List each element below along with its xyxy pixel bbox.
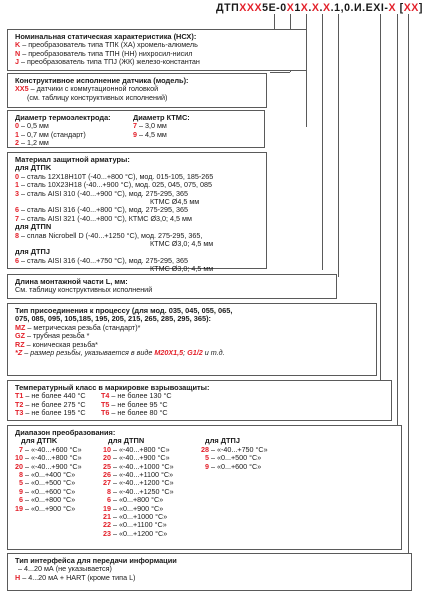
material-item: 6 – сталь AISI 316 (-40...+750 °С), мод. 275-295, 365	[15, 255, 189, 265]
interface-item: H – 4...20 мА + HART (кроме типа L)	[15, 572, 136, 582]
nsh-item: N – преобразователь типа ТПН (НН) нихросил-нисил	[15, 48, 193, 58]
temp-class-item: T6 – не более 80 °С	[101, 408, 168, 418]
interface-section	[7, 553, 412, 591]
electrode-diameter-title: Диаметр термоэлектрода:	[15, 113, 111, 122]
diameter-section	[7, 110, 265, 148]
model-code-part: 5Е-0	[262, 2, 287, 14]
nsh-item: J – преобразователь типа ТПЈ (ЖК) железо-константан	[15, 57, 200, 67]
material-section	[7, 152, 267, 274]
design-note: (см. таблицу конструктивных исполнений)	[27, 92, 168, 102]
material-item: 6 – сталь AISI 316 (-40...+800 °С), мод. 275-295, 365	[15, 205, 189, 215]
material-title: Материал защитной арматуры:	[15, 155, 130, 164]
material-subtitle: для ДТПK	[15, 163, 52, 173]
design-title: Конструктивное исполнение датчика (модель):	[15, 76, 189, 85]
nsh-section	[7, 29, 307, 71]
electrode-diameter-item: 0 – 0,5 мм	[15, 121, 49, 131]
material-item: КТМС Ø3,0; 4,5 мм	[150, 264, 214, 274]
material-item: 1 – сталь 10Х23Н18 (-40...+900 °С), мод. 025, 045, 075, 085	[15, 180, 213, 190]
model-code-part: .	[308, 2, 312, 14]
interface-item: – 4...20 мА (не указывается)	[18, 564, 112, 574]
range-column-ktpj	[201, 446, 268, 471]
model-code-part: X	[388, 2, 397, 14]
electrode-diameter-item: 1 – 0,7 мм (стандарт)	[15, 129, 86, 139]
temp-class-item: T5 – не более 95 °С	[101, 399, 168, 409]
connector-line	[270, 72, 290, 73]
model-code-part: [	[396, 2, 404, 14]
range-section	[7, 425, 402, 550]
connection-section	[7, 303, 377, 376]
connector-line	[338, 14, 339, 277]
material-item: 8 – сплав Nicrobell D (-40...+1250 °С), мод. 275-295, 365,	[15, 230, 203, 240]
design-section	[7, 73, 267, 108]
range-item: 6 – «0...+800 °С»	[19, 495, 76, 505]
range-item: 10 – «-40...+800 °С»	[15, 453, 82, 463]
range-item: 20 – «-40...+900 °С»	[15, 461, 82, 471]
material-subtitle: для ДТПN	[15, 222, 52, 232]
connection-title: Тип присоединения к процессу (для мод. 035, 045, 055, 065,	[15, 306, 233, 315]
range-item: 26 – «-40...+1100 °С»	[103, 469, 174, 479]
model-code-part: X	[300, 2, 309, 14]
model-code-part: XX	[403, 2, 419, 14]
connection-item: MZ – метрическая резьба (стандарт)*	[15, 322, 141, 332]
range-item: 27 – «-40...+1200 °С»	[103, 478, 174, 488]
range-item: 8 – «-40...+1250 °С»	[107, 486, 174, 496]
range-column-ktpn	[103, 446, 174, 538]
range-item: 19 – «0...+900 °С»	[103, 503, 164, 513]
connector-line	[322, 14, 323, 270]
model-code-part: ДТП	[215, 2, 240, 14]
model-code-part: X	[286, 2, 295, 14]
ktms-diameter-item: 7 – 3,0 мм	[133, 121, 167, 131]
range-item: 5 – «0...+500 °С»	[205, 453, 262, 463]
model-code-part: X	[323, 2, 331, 14]
design-item: XX5 – датчики с коммутационной головкой	[15, 84, 159, 94]
range-item: 23 – «0...+1200 °С»	[103, 528, 168, 538]
ktms-diameter-title: Диаметр КТМС:	[133, 113, 190, 122]
connector-line	[380, 14, 381, 384]
model-code-part: 1	[294, 2, 301, 14]
connector-line	[408, 14, 409, 554]
length-title: Длина монтажной части L, мм:	[15, 277, 128, 286]
length-section	[7, 274, 337, 299]
range-header: для ДТПN	[108, 436, 145, 446]
range-item: 9 – «0...+600 °С»	[205, 461, 262, 471]
temp-class-section	[7, 380, 392, 421]
range-item: 6 – «0...+800 °С»	[107, 495, 164, 505]
model-code-part: .1,0.И.EXI-	[330, 2, 389, 14]
range-header: для ДТПJ	[205, 436, 240, 446]
model-code	[0, 2, 423, 14]
ktms-diameter-item: 9 – 4,5 мм	[133, 129, 167, 139]
range-item: 22 – «0...+1100 °С»	[103, 520, 167, 530]
range-item: 20 – «-40...+900 °С»	[103, 453, 170, 463]
range-item: 28 – «-40...+750 °С»	[201, 444, 268, 454]
model-code-part: .	[319, 2, 324, 14]
nsh-item: K – преобразователь типа ТПК (ХА) хромель-алюмель	[15, 40, 198, 50]
material-item: 0 – сталь 12Х18Н10Т (-40...+800 °С), мод. 015-105, 185-265	[15, 171, 214, 181]
range-item: 5 – «0...+500 °С»	[19, 478, 76, 488]
connection-item: GZ – трубная резьба *	[15, 331, 90, 341]
material-item: 7 – сталь AISI 321 (-40...+800 °С), КТМС Ø3,0; 4,5 мм	[15, 213, 192, 223]
range-header: для ДТПK	[21, 436, 58, 446]
connection-note: *Z – размер резьбы, указывается в виде M20X1,5; G1/2 и т.д.	[15, 348, 225, 358]
connection-item: RZ – коническая резьба*	[15, 339, 98, 349]
model-code-part: XXX	[239, 2, 263, 14]
temp-class-title: Температурный класс в маркировке взрывозащиты:	[15, 383, 210, 392]
material-item: 3 – сталь AISI 310 (-40...+900 °С), мод. 275-295, 365	[15, 188, 189, 198]
material-subtitle: для ДТПJ	[15, 247, 50, 257]
temp-class-item: T2 – не более 275 °С	[15, 399, 86, 409]
electrode-diameter-item: 2 – 1,2 мм	[15, 138, 49, 148]
material-item: КТМС Ø4,5 мм	[150, 197, 200, 207]
interface-title: Тип интерфейса для передачи информации	[15, 556, 177, 565]
range-title: Диапазон преобразования:	[15, 428, 116, 437]
range-item: 8 – «0...+400 °С»	[19, 469, 76, 479]
temp-class-item: T4 – не более 130 °С	[101, 391, 172, 401]
model-code-part: ]	[418, 2, 423, 14]
temp-class-item: T1 – не более 440 °С	[15, 391, 86, 401]
range-item: 21 – «0...+1000 °С»	[103, 511, 168, 521]
model-code-part: X	[311, 2, 320, 14]
material-item: КТМС Ø3,0; 4,5 мм	[150, 239, 214, 249]
range-item: 10 – «-40...+800 °С»	[103, 444, 170, 454]
length-text: См. таблицу конструктивных исполнений	[15, 285, 153, 295]
range-item: 19 – «0...+900 °С»	[15, 503, 76, 513]
temp-class-item: T3 – не более 195 °С	[15, 408, 86, 418]
range-item: 25 – «-40...+1000 °С»	[103, 461, 174, 471]
connection-title: 075, 085, 095, 105,185, 195, 205, 215, 265, 285, 295, 365):	[15, 314, 212, 324]
nsh-title: Номинальная статическая характеристика (НСХ):	[15, 32, 197, 41]
range-item: 7 – «-40...+600 °С»	[19, 444, 82, 454]
range-item: 9 – «0...+600 °С»	[19, 486, 76, 496]
range-column-ktpk	[15, 446, 82, 513]
